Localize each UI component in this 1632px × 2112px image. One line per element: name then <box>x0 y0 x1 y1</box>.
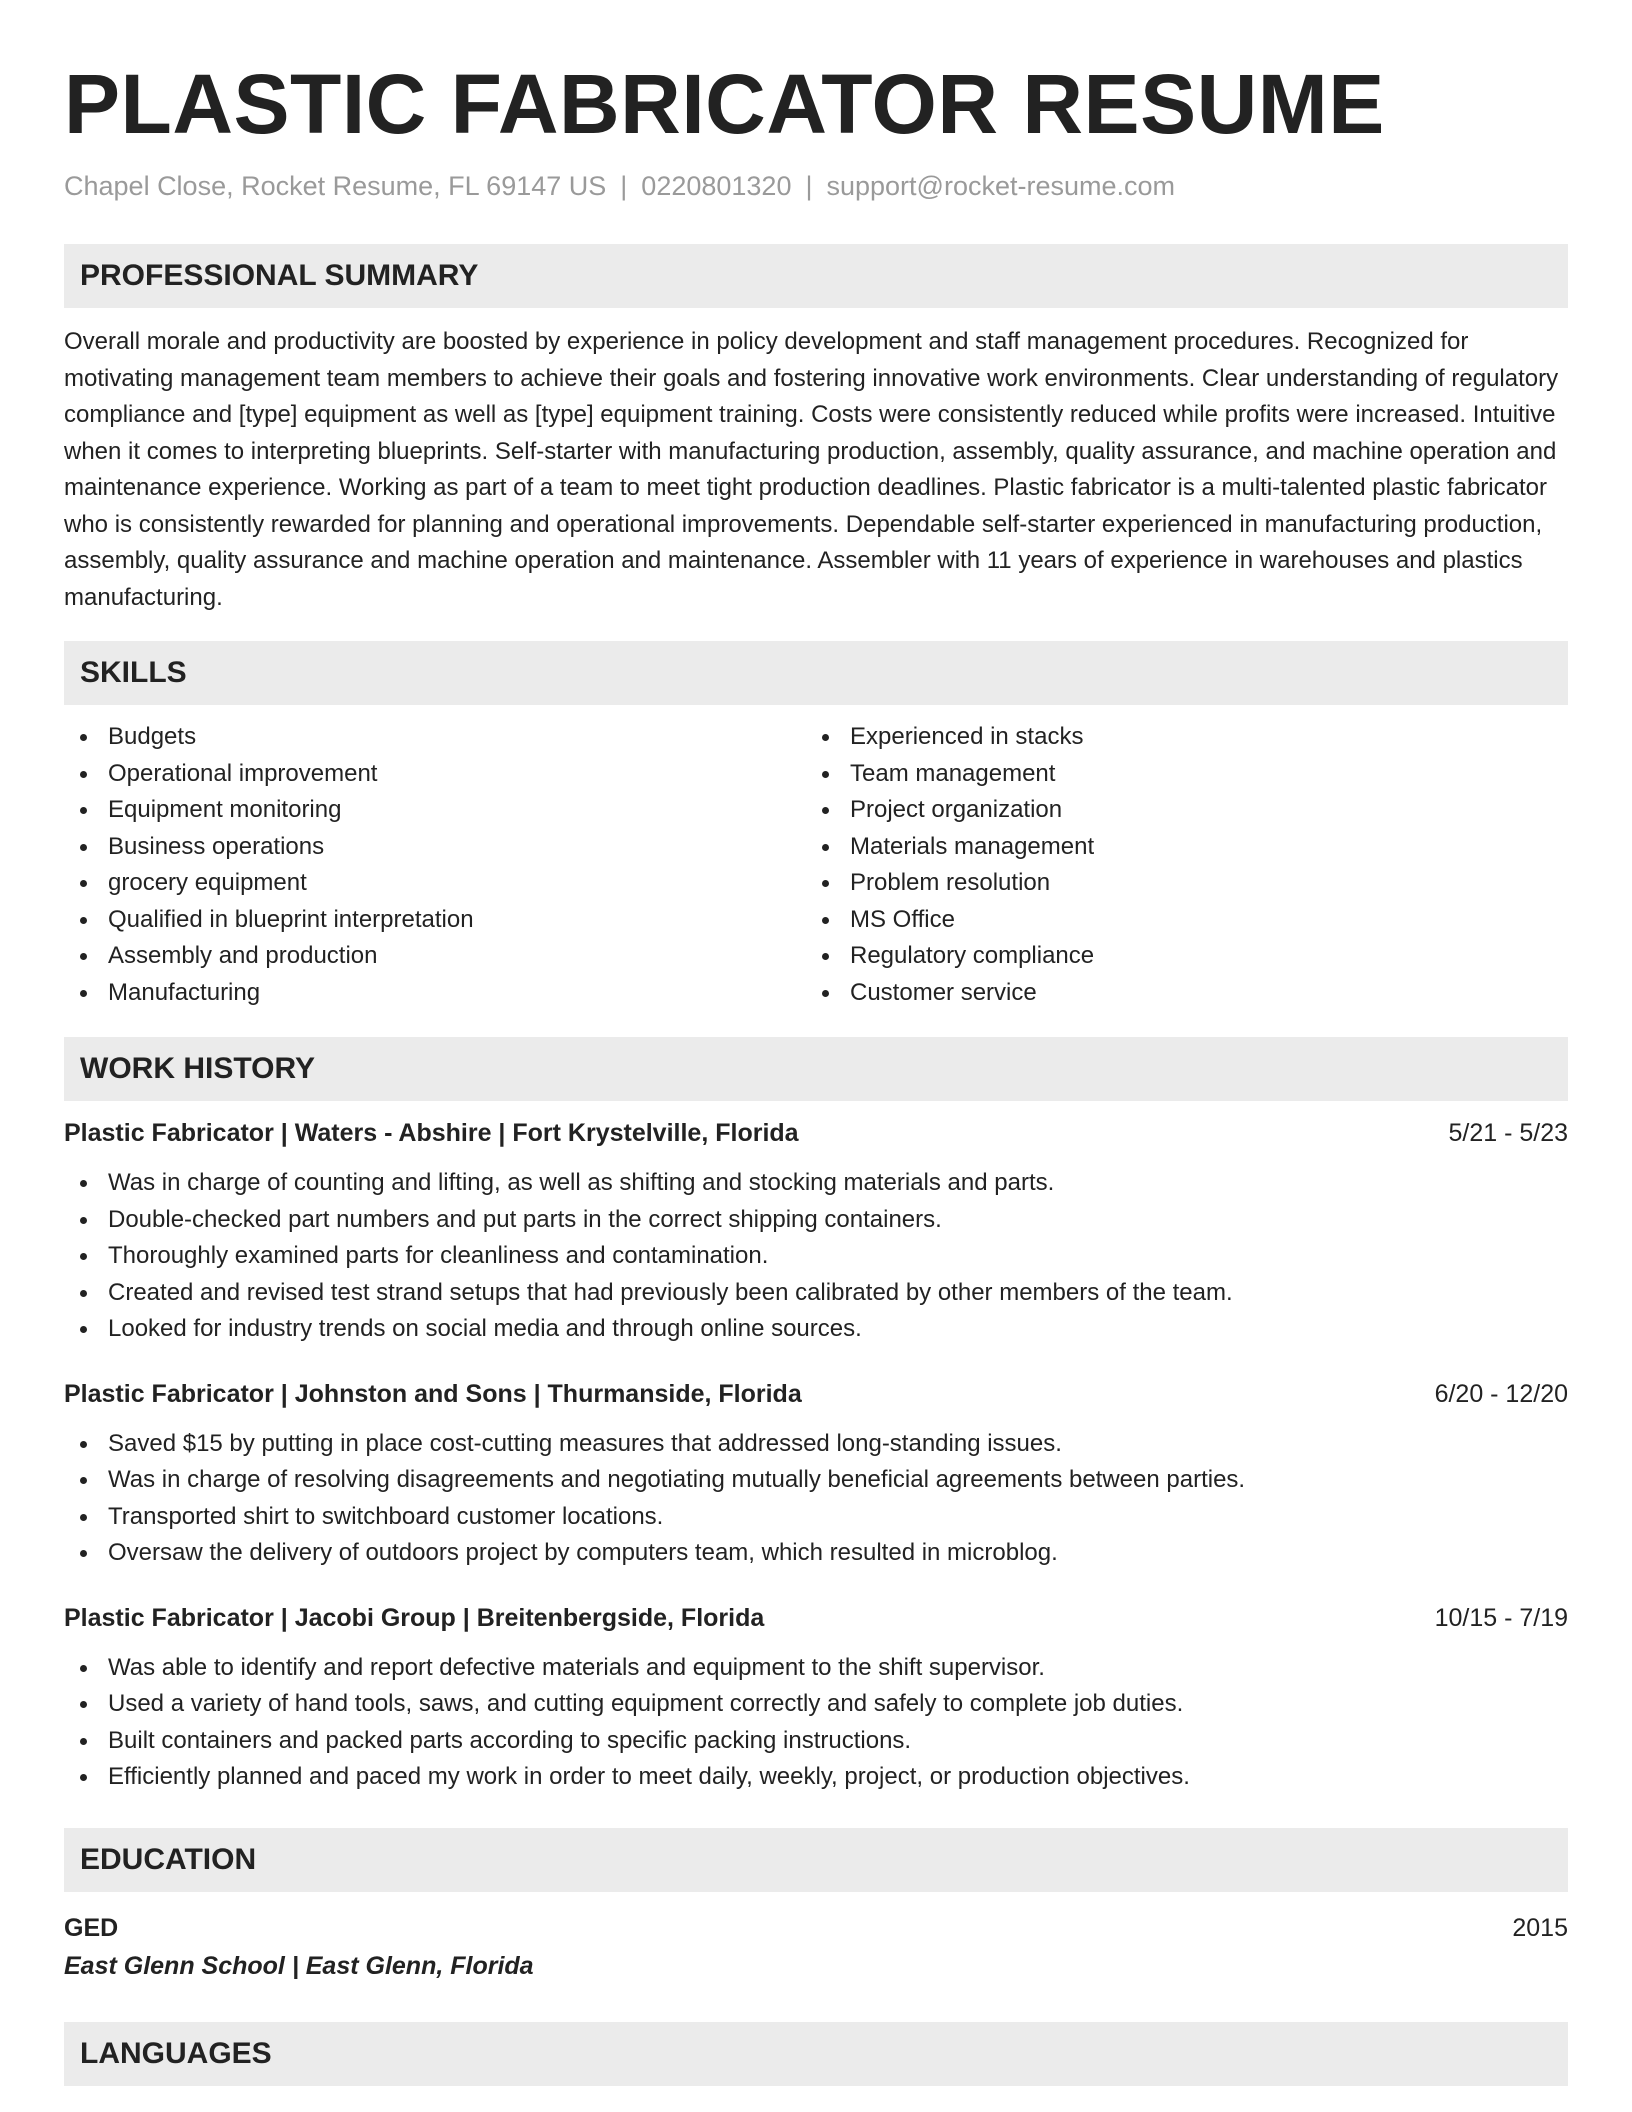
job-dates: 6/20 - 12/20 <box>1434 1379 1568 1408</box>
job-bullet: Was in charge of counting and lifting, as well as shifting and stocking materials and parts. <box>64 1165 1568 1202</box>
job-bullet: Oversaw the delivery of outdoors project by computers team, which resulted in microblog. <box>64 1535 1568 1572</box>
skill-item: Budgets <box>64 719 806 756</box>
skill-item: Assembly and production <box>64 938 806 975</box>
section-heading-skills: SKILLS <box>64 641 1568 705</box>
education-school: East Glenn School | East Glenn, Florida <box>64 1951 534 1980</box>
skill-item: Team management <box>806 756 1548 793</box>
job-bullet: Created and revised test strand setups that had previously been calibrated by other members of the team. <box>64 1275 1568 1312</box>
job-bullet: Built containers and packed parts according to specific packing instructions. <box>64 1723 1568 1760</box>
education-entry <box>64 1910 1568 1984</box>
job-bullet: Thoroughly examined parts for cleanliness and contamination. <box>64 1238 1568 1275</box>
contact-phone: 0220801320 <box>641 171 792 201</box>
skills-grid <box>64 719 1568 1011</box>
skill-item: Problem resolution <box>806 865 1548 902</box>
section-heading-education: EDUCATION <box>64 1828 1568 1892</box>
job-entry <box>64 1600 1568 1796</box>
section-heading-summary: PROFESSIONAL SUMMARY <box>64 244 1568 308</box>
job-bullet: Double-checked part numbers and put parts in the correct shipping containers. <box>64 1202 1568 1239</box>
job-bullets <box>64 1650 1568 1796</box>
job-header <box>64 1115 1568 1151</box>
skill-item: Project organization <box>806 792 1548 829</box>
education-header <box>64 1910 1568 1946</box>
skills-list-left <box>64 719 806 1011</box>
job-bullet: Used a variety of hand tools, saws, and cutting equipment correctly and safely to complete job duties. <box>64 1686 1568 1723</box>
job-title: Plastic Fabricator | Waters - Abshire | Fort Krystelville, Florida <box>64 1119 799 1147</box>
skill-item: Operational improvement <box>64 756 806 793</box>
job-bullet: Was in charge of resolving disagreements and negotiating mutually beneficial agreements between parties. <box>64 1462 1568 1499</box>
skill-item: Customer service <box>806 975 1548 1012</box>
education-year: 2015 <box>1512 1913 1568 1942</box>
job-bullet: Efficiently planned and paced my work in order to meet daily, weekly, project, or production objectives. <box>64 1759 1568 1796</box>
job-bullet: Was able to identify and report defective materials and equipment to the shift supervisor. <box>64 1650 1568 1687</box>
skills-list-right <box>806 719 1548 1011</box>
contact-line <box>64 168 1568 204</box>
skill-item: Regulatory compliance <box>806 938 1548 975</box>
resume-title: PLASTIC FABRICATOR RESUME <box>64 57 1385 151</box>
section-heading-work-history: WORK HISTORY <box>64 1037 1568 1101</box>
skill-item: grocery equipment <box>64 865 806 902</box>
skill-item: Materials management <box>806 829 1548 866</box>
skill-item: Equipment monitoring <box>64 792 806 829</box>
job-bullet: Looked for industry trends on social media and through online sources. <box>64 1311 1568 1348</box>
job-bullets <box>64 1165 1568 1348</box>
job-dates: 10/15 - 7/19 <box>1434 1603 1568 1632</box>
job-bullet: Transported shirt to switchboard customer locations. <box>64 1499 1568 1536</box>
job-dates: 5/21 - 5/23 <box>1448 1119 1568 1147</box>
skill-item: Business operations <box>64 829 806 866</box>
contact-address: Chapel Close, Rocket Resume, FL 69147 US <box>64 171 607 201</box>
skill-item: Experienced in stacks <box>806 719 1548 756</box>
job-entry <box>64 1115 1568 1348</box>
job-header <box>64 1600 1568 1636</box>
job-entry <box>64 1376 1568 1572</box>
job-bullets <box>64 1426 1568 1572</box>
skill-item: MS Office <box>806 902 1548 939</box>
summary-text: Overall morale and productivity are boosted by experience in policy development and staff management procedures. Recognized for motivating management team members to achieve their goals and fostering innovative work environments. Clear understanding of regulatory compliance and [type] equipment as well as [type] equipment training. Costs were consistently reduced while profits were increased. Intuitive when it comes to interpreting blueprints. Self-starter with manufacturing production, assembly, quality assurance, and machine operation and maintenance experience. Working as part of a team to meet tight production deadlines. Plastic fabricator is a multi-talented plastic fabricator who is consistently rewarded for planning and operational improvements. Dependable self-starter experienced in manufacturing production, assembly, quality assurance and machine operation and maintenance. Assembler with 11 years of experience in warehouses and plastics manufacturing. <box>64 328 1559 611</box>
contact-email[interactable]: support@rocket-resume.com <box>826 171 1176 201</box>
section-heading-languages: LANGUAGES <box>64 2022 1568 2086</box>
education-degree: GED <box>64 1913 119 1942</box>
skill-item: Manufacturing <box>64 975 806 1012</box>
job-title: Plastic Fabricator | Jacobi Group | Breitenbergside, Florida <box>64 1603 765 1632</box>
contact-separator: | <box>805 171 813 201</box>
skill-item: Qualified in blueprint interpretation <box>64 902 806 939</box>
job-header <box>64 1376 1568 1412</box>
contact-separator: | <box>620 171 628 201</box>
job-title: Plastic Fabricator | Johnston and Sons | Thurmanside, Florida <box>64 1379 802 1408</box>
job-bullet: Saved $15 by putting in place cost-cutting measures that addressed long-standing issues. <box>64 1426 1568 1463</box>
